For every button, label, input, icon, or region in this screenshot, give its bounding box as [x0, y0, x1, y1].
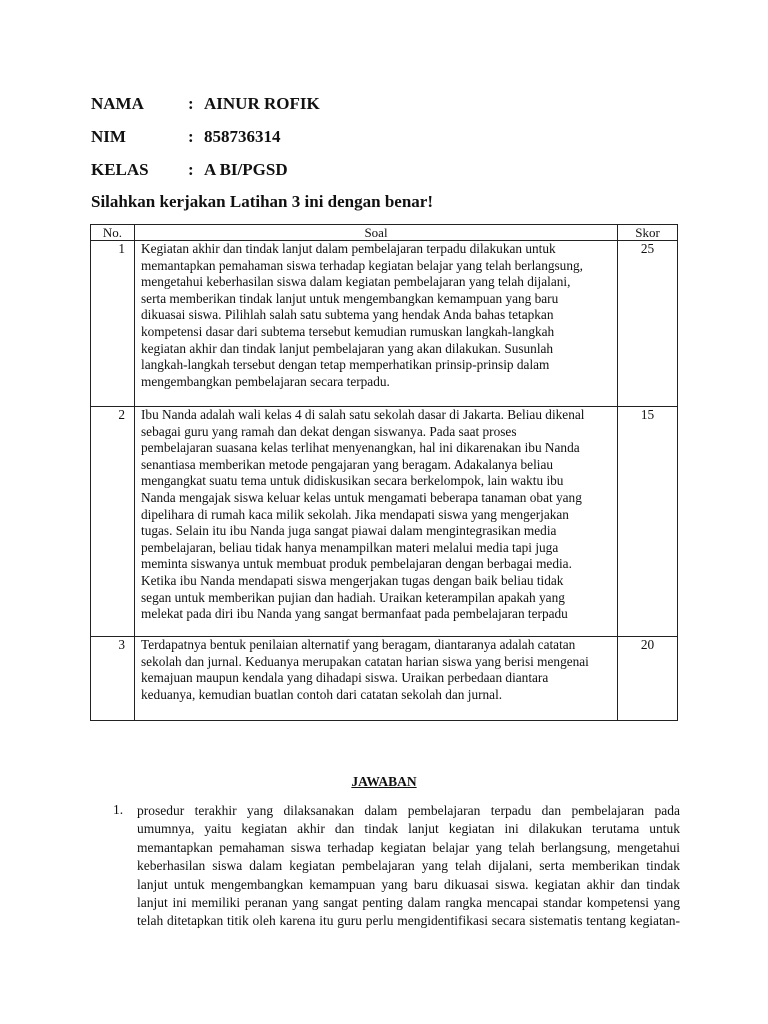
question-line: melekat pada diri ibu Nanda yang sangat bermanfaat pada pembelajaran terpadu — [141, 606, 568, 622]
question-line: kegiatan akhir dan tindak lanjut pembelajaran yang akan dilakukan. Susunlah — [141, 340, 554, 356]
header-no: No. — [91, 225, 135, 241]
question-text — [135, 241, 618, 407]
answer-number: 1. — [113, 802, 124, 817]
kelas-label: KELAS — [91, 160, 149, 179]
question-line: meminta siswanya untuk membuat produk pembelajaran dengan berbagai media. — [141, 556, 572, 572]
question-line: kemajuan maupun kendala yang dihadapi siswa. Uraikan perbedaan diantara — [141, 670, 549, 686]
answer-title: JAWABAN — [351, 774, 417, 789]
nim-colon: : — [188, 127, 194, 146]
table-row — [91, 637, 678, 721]
kelas-value: A BI/PGSD — [204, 160, 288, 179]
question-line: mengangkat suatu tema untuk didiskusikan secara berkelompok, lain waktu ibu — [141, 473, 564, 489]
answer-line: prosedur terakhir yang dilaksanakan dalam pembelajaran terpadu dan pembelajaran pada — [137, 803, 680, 818]
table-row — [91, 407, 678, 637]
question-line: Kegiatan akhir dan tindak lanjut dalam pembelajaran terpadu dilakukan untuk — [141, 241, 556, 256]
answer-line: lanjut untuk mengembangkan kemampuan yang baru dikuasai siswa. kegiatan akhir dan tindak — [137, 876, 680, 892]
question-number: 2 — [91, 407, 135, 637]
name-value: AINUR ROFIK — [204, 94, 320, 113]
question-line: Ibu Nanda adalah wali kelas 4 di salah satu sekolah dasar di Jakarta. Beliau dikenal — [141, 407, 585, 422]
answer-line: keberhasilan siswa dalam kegiatan pembelajaran yang telah dijalani, serta memberikan tindak — [137, 858, 680, 874]
question-line: senantiasa memberikan metode pengajaran yang beragam. Adakalanya beliau — [141, 456, 554, 472]
question-score: 25 — [618, 241, 678, 407]
question-number: 1 — [91, 241, 135, 407]
question-line: dikuasai siswa. Pilihlah salah satu subtema yang hendak Anda bahas tetapkan — [141, 307, 554, 323]
question-line: tugas. Selain itu ibu Nanda juga sangat piawai dalam mengintegrasikan media — [141, 523, 557, 539]
question-table — [90, 224, 678, 721]
question-line: Ketika ibu Nanda mendapati siswa mengerjakan tugas dengan baik beliau tidak — [141, 572, 564, 588]
question-line: Terdapatnya bentuk penilaian alternatif yang beragam, diantaranya adalah catatan — [141, 637, 576, 652]
instruction-text: Silahkan kerjakan Latihan 3 ini dengan benar! — [91, 192, 433, 211]
question-line: mengetahui keberhasilan siswa dalam kegiatan pembelajaran yang telah dijalani, — [141, 274, 571, 290]
question-line: pembelajaran suasana kelas terlihat menyenangkan, hal ini dikarenakan ibu Nanda — [141, 440, 580, 456]
question-line: pembelajaran, beliau tidak hanya menampilkan materi melalui media tapi juga — [141, 539, 559, 555]
answer-line: lanjut ini memiliki peranan yang sangat penting dalam rangka mencapai standar kompetensi yang — [137, 895, 680, 911]
table-row — [91, 241, 678, 407]
question-line: segan untuk memberikan pujian dan hadiah. Uraikan keterampilan apakah yang — [141, 589, 565, 605]
answer-line: memantapkan pemahaman siswa terhadap kegiatan belajar yang telah berlangsung, mengetahui — [137, 839, 680, 855]
question-line: keduanya, kemudian buatlan contoh dari catatan sekolah dan jurnal. — [141, 686, 503, 702]
question-line: memantapkan pemahaman siswa terhadap kegiatan belajar yang telah berlangsung, — [141, 257, 583, 273]
question-line: sebagai guru yang ramah dan dekat dengan siswanya. Pada saat proses — [141, 423, 517, 439]
question-line: serta memberikan tindak lanjut untuk mengembangkan kemampuan yang baru — [141, 290, 559, 306]
question-line: mengembangkan pembelajaran secara terpadu. — [141, 373, 390, 389]
kelas-colon: : — [188, 160, 194, 179]
nim-label: NIM — [91, 127, 126, 146]
table-header-row — [91, 225, 678, 241]
answer-line: telah ditetapkan titik oleh karena itu guru perlu mengidentifikasi secara sistematis tentang kegiatan- — [137, 913, 680, 929]
question-number: 3 — [91, 637, 135, 721]
question-line: kompetensi dasar dari subtema tersebut kemudian rumuskan langkah-langkah — [141, 323, 555, 339]
question-score: 15 — [618, 407, 678, 637]
nim-value: 858736314 — [204, 127, 281, 146]
question-line: Nanda mengajak siswa keluar kelas untuk mengamati beberapa tanaman obat yang — [141, 489, 582, 505]
header-soal: Soal — [135, 225, 618, 241]
answer-text — [137, 802, 680, 931]
question-score: 20 — [618, 637, 678, 721]
question-text — [135, 407, 618, 637]
header-skor: Skor — [618, 225, 678, 241]
name-colon: : — [188, 94, 194, 113]
question-line: sekolah dan jurnal. Keduanya merupakan catatan harian siswa yang berisi mengenai — [141, 653, 589, 669]
question-text — [135, 637, 618, 721]
answer-line: umumnya, yaitu kegiatan akhir dan tindak lanjut kegiatan ini dilakukan terutama untuk — [137, 821, 680, 837]
name-label: NAMA — [91, 94, 144, 113]
question-line: langkah-langkah tersebut dengan tetap memperhatikan prinsip-prinsip dalam — [141, 357, 550, 373]
question-line: dipelihara di rumah kaca milik sekolah. Jika mendapati siswa yang mengerjakan — [141, 506, 569, 522]
